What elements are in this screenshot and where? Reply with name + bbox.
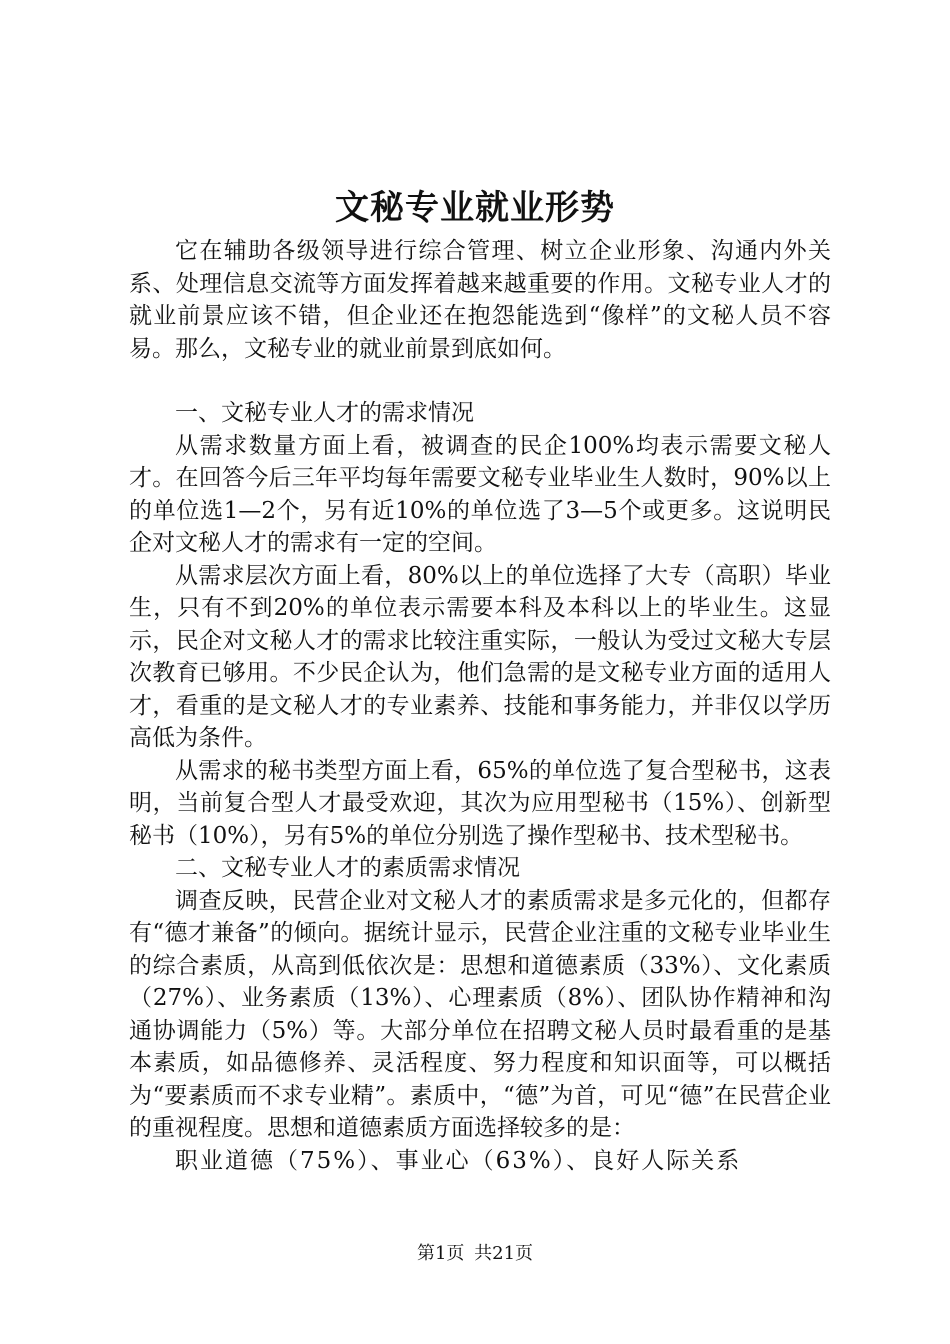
paragraph-intro: 它在辅助各级领导进行综合管理、树立企业形象、沟通内外关系、处理信息交流等方面发挥着越来越重要的作用。文秘专业人才的就业前景应该不错，但企业还在抱怨能选到“像样”的文秘人员不容易。那么，文秘专业的就业前景到底如何。	[129, 238, 831, 362]
paragraph-quality: 调查反映，民营企业对文秘人才的素质需求是多元化的，但都存有“德才兼备”的倾向。据统计显示，民营企业注重的文秘专业毕业生的综合素质，从高到低依次是：思想和道德素质（33%）、文化素质（27%）、业务素质（13%）、心理素质（8%）、团队协作精神和沟通协调能力（5%）等。大部分单位在招聘文秘人员时最看重的是基本素质，如品德修养、灵活程度、努力程度和知识面等，可以概括为“要素质而不求专业精”。素质中，“德”为首，可见“德”在民营企业的重视程度。思想和道德素质方面选择较多的是：	[129, 887, 831, 1141]
document-body	[129, 235, 831, 1177]
page-footer	[0, 1241, 950, 1267]
paragraph-demand-type: 从需求的秘书类型方面上看，65%的单位选了复合型秘书，这表明，当前复合型人才最受欢迎，其次为应用型秘书（15%）、创新型秘书（10%），另有5%的单位分别选了操作型秘书、技术型秘书。	[129, 757, 831, 849]
document-title: 文秘专业就业形势	[335, 188, 615, 228]
page-total: 共21页	[474, 1243, 534, 1264]
paragraph-demand-quantity: 从需求数量方面上看，被调查的民企100%均表示需要文秘人才。在回答今后三年平均每年需要文秘专业毕业生人数时，90%以上的单位选1—2个，另有近10%的单位选了3—5个或更多。这说明民企对文秘人才的需求有一定的空间。	[129, 432, 831, 556]
section-heading-quality: 二、文秘专业人才的素质需求情况	[175, 855, 520, 881]
paragraph-demand-level: 从需求层次方面上看，80%以上的单位选择了大专（高职）毕业生，只有不到20%的单位表示需要本科及本科以上的毕业生。这显示，民企对文秘人才的需求比较注重实际，一般认为受过文秘大专层次教育已够用。不少民企认为，他们急需的是文秘专业方面的适用人才，看重的是文秘人才的专业素养、技能和事务能力，并非仅以学历高低为条件。	[129, 562, 831, 751]
paragraph-ethics-list: 职业道德（75%）、事业心（63%）、良好人际关系	[175, 1147, 742, 1174]
page-number: 第1页	[416, 1243, 465, 1264]
section-heading-demand: 一、文秘专业人才的需求情况	[175, 400, 474, 426]
